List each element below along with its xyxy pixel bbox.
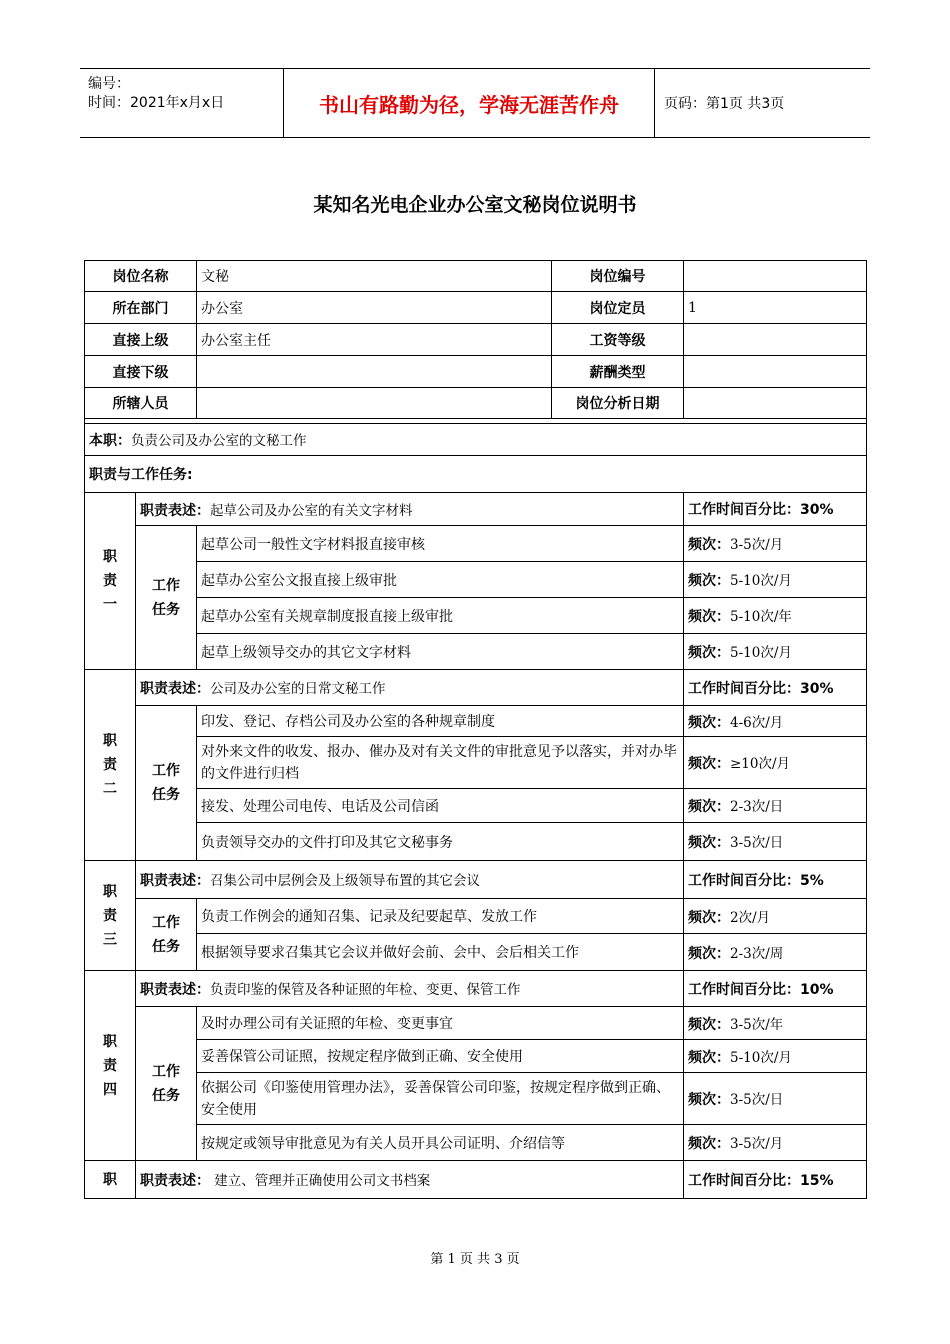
duty-2-percent: 工作时间百分比：30% xyxy=(684,670,867,706)
task-frequency: 频次：≥10次/月 xyxy=(684,737,867,789)
page-header xyxy=(80,68,870,138)
duty-3-task-2 xyxy=(85,934,867,971)
task-frequency: 频次：4-6次/月 xyxy=(684,706,867,737)
duty-2-label: 职 责 二 xyxy=(85,670,136,861)
direct-superior-value: 办公室主任 xyxy=(197,324,552,356)
basic-row-2 xyxy=(85,292,867,324)
duty-2-tasks-label: 工作 任务 xyxy=(136,706,197,861)
pay-type-label: 薪酬类型 xyxy=(552,356,684,388)
post-quota-value: 1 xyxy=(684,292,867,324)
salary-grade-label: 工资等级 xyxy=(552,324,684,356)
duties-heading: 职责与工作任务: xyxy=(85,456,867,493)
direct-subordinate-label: 直接下级 xyxy=(85,356,197,388)
managed-staff-value xyxy=(197,388,552,419)
page-footer: 第 1 页 共 3 页 xyxy=(430,1252,520,1267)
duty-4-label: 职 责 四 xyxy=(85,971,136,1161)
duty-5-desc-row xyxy=(85,1161,867,1199)
post-quota-label: 岗位定员 xyxy=(552,292,684,324)
header-page-info: 页码：第1页 共3页 xyxy=(664,96,785,112)
direct-subordinate-value xyxy=(197,356,552,388)
duty-2-desc-row xyxy=(85,670,867,706)
doc-number-label: 编号： xyxy=(88,76,130,92)
duties-heading-row xyxy=(85,456,867,493)
task-text: 对外来文件的收发、报办、催办及对有关文件的审批意见予以落实，并对办毕的文件进行归档 xyxy=(197,737,684,789)
direct-superior-label: 直接上级 xyxy=(85,324,197,356)
task-text: 及时办理公司有关证照的年检、变更事宜 xyxy=(197,1007,684,1040)
task-text: 起草办公室公文报直接上级审批 xyxy=(197,562,684,598)
task-text: 妥善保管公司证照，按规定程序做到正确、安全使用 xyxy=(197,1040,684,1073)
duty-3-desc-row xyxy=(85,861,867,899)
duty-4-task-2 xyxy=(85,1040,867,1073)
post-name-label: 岗位名称 xyxy=(85,261,197,292)
basic-row-4 xyxy=(85,356,867,388)
duty-2-task-1 xyxy=(85,706,867,737)
doc-time: 时间：2021年x月x日 xyxy=(88,95,225,111)
task-text: 接发、处理公司电传、电话及公司信函 xyxy=(197,789,684,823)
task-text: 起草办公室有关规章制度报直接上级审批 xyxy=(197,598,684,634)
duty-3-label: 职 责 三 xyxy=(85,861,136,971)
duty-3-task-1 xyxy=(85,899,867,934)
task-frequency: 频次：3-5次/日 xyxy=(684,823,867,861)
post-number-value xyxy=(684,261,867,292)
task-frequency: 频次：3-5次/年 xyxy=(684,1007,867,1040)
role-cell xyxy=(85,424,867,456)
department-label: 所在部门 xyxy=(85,292,197,324)
basic-row-3 xyxy=(85,324,867,356)
duty-1-task-2 xyxy=(85,562,867,598)
task-frequency: 频次：3-5次/月 xyxy=(684,1125,867,1161)
analysis-date-label: 岗位分析日期 xyxy=(552,388,684,419)
duty-3-desc: 职责表述：召集公司中层例会及上级领导布置的其它会议 xyxy=(136,861,684,899)
duty-5-percent: 工作时间百分比：15% xyxy=(684,1161,867,1199)
task-frequency: 频次：3-5次/日 xyxy=(684,1073,867,1125)
duty-2-desc: 职责表述：公司及办公室的日常文秘工作 xyxy=(136,670,684,706)
task-text: 负责领导交办的文件打印及其它文秘事务 xyxy=(197,823,684,861)
task-text: 印发、登记、存档公司及办公室的各种规章制度 xyxy=(197,706,684,737)
pay-type-value xyxy=(684,356,867,388)
duty-1-task-1 xyxy=(85,526,867,562)
task-frequency: 频次：2次/月 xyxy=(684,899,867,934)
duty-5-desc: 职责表述： 建立、管理并正确使用公司文书档案 xyxy=(136,1161,684,1199)
task-text: 依据公司《印鉴使用管理办法》，妥善保管公司印鉴，按规定程序做到正确、安全使用 xyxy=(197,1073,684,1125)
analysis-date-value xyxy=(684,388,867,419)
task-text: 按规定或领导审批意见为有关人员开具公司证明、介绍信等 xyxy=(197,1125,684,1161)
managed-staff-label: 所辖人员 xyxy=(85,388,197,419)
duty-1-label: 职 责 一 xyxy=(85,493,136,670)
duty-3-percent: 工作时间百分比：5% xyxy=(684,861,867,899)
task-text: 起草公司一般性文字材料报直接审核 xyxy=(197,526,684,562)
task-text: 起草上级领导交办的其它文字材料 xyxy=(197,634,684,670)
document-title: 某知名光电企业办公室文秘岗位说明书 xyxy=(313,194,637,216)
duty-4-task-1 xyxy=(85,1007,867,1040)
task-frequency: 频次：2-3次/日 xyxy=(684,789,867,823)
task-frequency: 频次：5-10次/月 xyxy=(684,1040,867,1073)
duty-2-task-4 xyxy=(85,823,867,861)
header-left-cell xyxy=(80,69,283,137)
duty-4-tasks-label: 工作 任务 xyxy=(136,1007,197,1161)
duty-4-desc-row xyxy=(85,971,867,1007)
duty-4-task-3 xyxy=(85,1073,867,1125)
role-label: 本职： xyxy=(89,433,131,449)
duty-1-desc-row xyxy=(85,493,867,526)
task-frequency: 频次：5-10次/月 xyxy=(684,562,867,598)
duty-1-tasks-label: 工作 任务 xyxy=(136,526,197,670)
role-text: 负责公司及办公室的文秘工作 xyxy=(131,433,307,449)
department-value: 办公室 xyxy=(197,292,552,324)
duty-1-percent: 工作时间百分比：30% xyxy=(684,493,867,526)
job-description-table xyxy=(84,260,867,1199)
task-text: 负责工作例会的通知召集、记录及纪要起草、发放工作 xyxy=(197,899,684,934)
duty-4-percent: 工作时间百分比：10% xyxy=(684,971,867,1007)
task-frequency: 频次：3-5次/月 xyxy=(684,526,867,562)
duty-2-task-2 xyxy=(85,737,867,789)
task-text: 根据领导要求召集其它会议并做好会前、会中、会后相关工作 xyxy=(197,934,684,971)
header-motto: 书山有路勤为径，学海无涯苦作舟 xyxy=(283,69,655,137)
duty-2-task-3 xyxy=(85,789,867,823)
task-frequency: 频次：5-10次/月 xyxy=(684,634,867,670)
duty-3-tasks-label: 工作 任务 xyxy=(136,899,197,971)
duty-5-label: 职 xyxy=(85,1161,136,1199)
task-frequency: 频次：5-10次/年 xyxy=(684,598,867,634)
salary-grade-value xyxy=(684,324,867,356)
post-number-label: 岗位编号 xyxy=(552,261,684,292)
basic-row-1 xyxy=(85,261,867,292)
duty-1-task-4 xyxy=(85,634,867,670)
post-name-value: 文秘 xyxy=(197,261,552,292)
task-frequency: 频次：2-3次/周 xyxy=(684,934,867,971)
duty-4-task-4 xyxy=(85,1125,867,1161)
role-row xyxy=(85,424,867,456)
duty-1-desc: 职责表述：起草公司及办公室的有关文字材料 xyxy=(136,493,684,526)
basic-row-5 xyxy=(85,388,867,419)
duty-4-desc: 职责表述：负责印鉴的保管及各种证照的年检、变更、保管工作 xyxy=(136,971,684,1007)
duty-1-task-3 xyxy=(85,598,867,634)
